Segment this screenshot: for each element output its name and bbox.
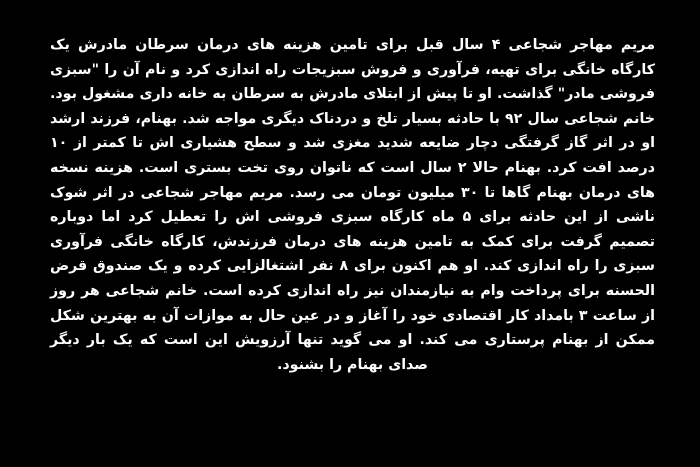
story-paragraph: مریم مهاجر شجاعی ۴ سال قبل برای تامین هزینه های درمان سرطان مادرش یک کارگاه خانگی برای تهیه، فرآوری و فروش سبزیجات راه اندازی کرد و نام آن را "سبزی فروشی مادر" گذاشت. او تا پیش از ابتلای مادرش به سرطان به خانه داری مشغول بود. خانم شجاعی سال ۹۲ با حادثه بسیار تلخ و دردناک دیگری مواجه شد. بهنام، فرزند ارشد او در اثر گاز گرفتگی دچار ضایعه شدید مغزی شد و سطح هشیاری اش تا کمتر از ۱۰ درصد افت کرد. بهنام حالا ۲ سال است که ناتوان روی تخت بستری است. هزینه نسخه های درمان بهنام گاها تا ۳۰ میلیون تومان می رسد. مریم مهاجر شجاعی در اثر شوک ناشی از این حادثه برای ۵ ماه کارگاه سبزی فروشی اش را تعطیل کرد اما دوباره تصمیم گرفت برای کمک به تامین هزینه های درمان فرزندش، کارگاه خانگی فرآوری سبزی را راه اندازی کند. او هم اکنون برای ۸ نفر اشتغالزایی کرده و یک صندوق قرض الحسنه برای پرداخت وام به نیازمندان نیز راه اندازی کرده است. خانم شجاعی هر روز از ساعت ۳ بامداد کار اقتصادی خود را آغاز و در عین حال به موازات آن به بهترین شکل ممکن از بهنام پرستاری می کند. او می گوید تنها آرزویش این است که یک بار دیگر صدای بهنام را بشنود. [50,37,656,373]
